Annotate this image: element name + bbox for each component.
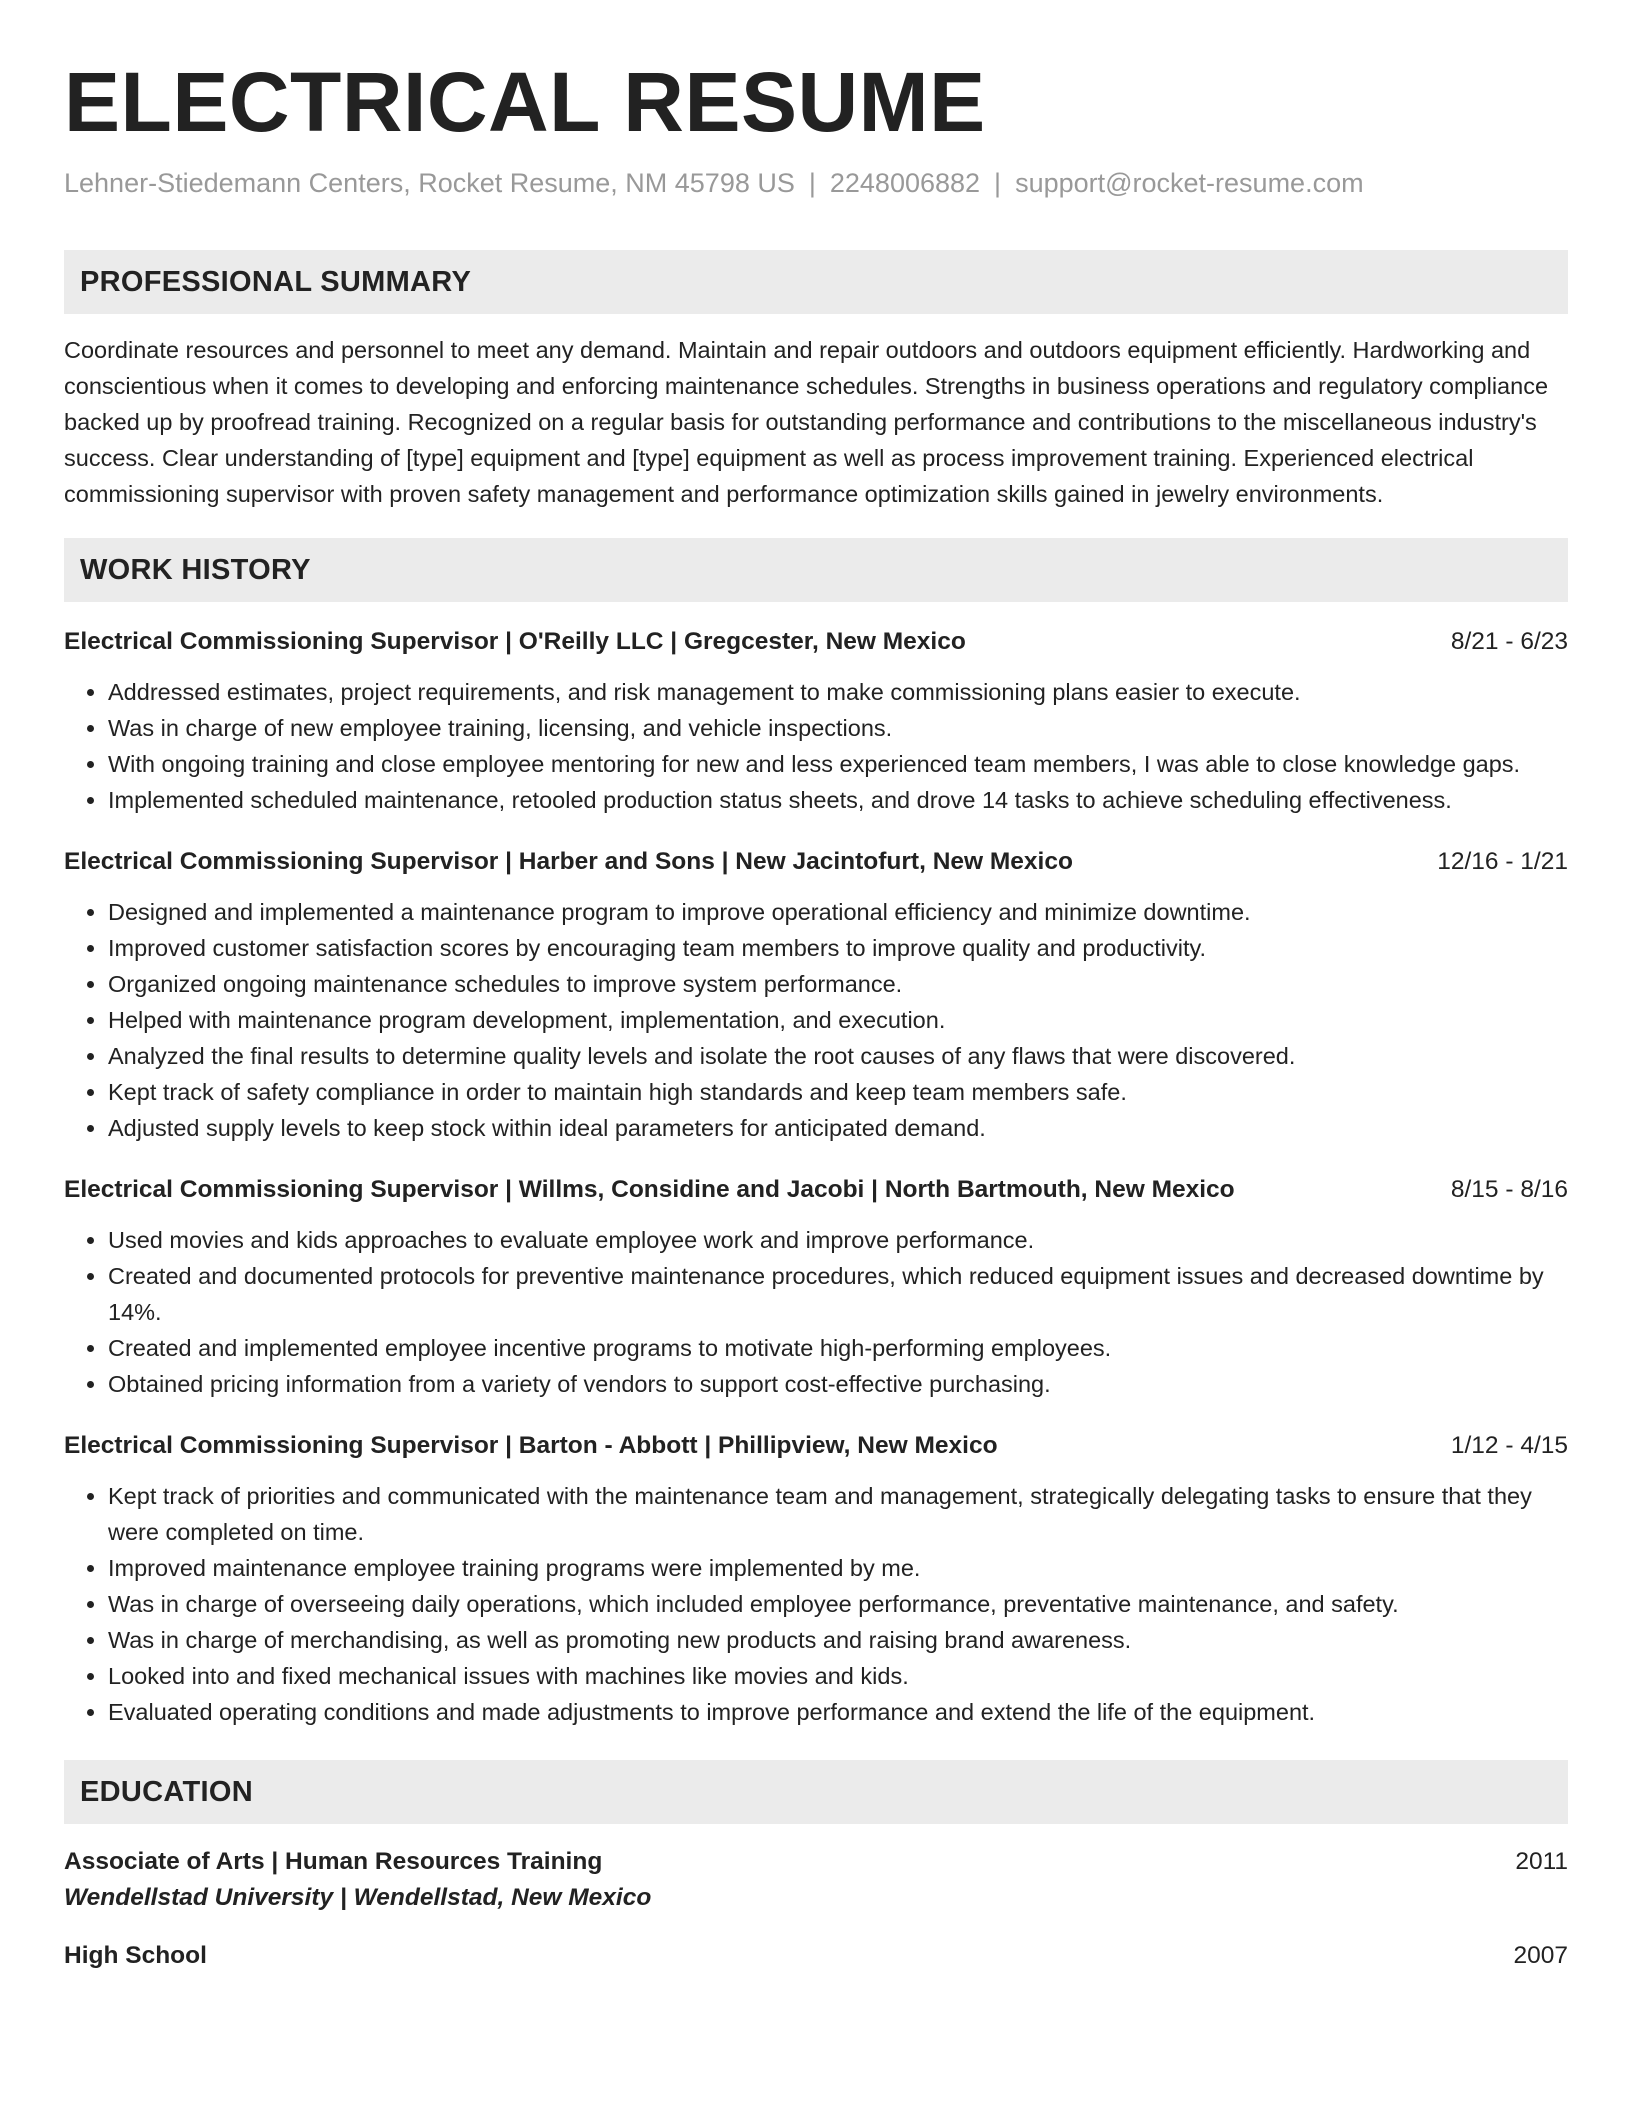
job-bullet: • Kept track of safety compliance in order to maintain high standards and keep team members safe.: [108, 1074, 1568, 1110]
job-bullet-list: [64, 674, 1568, 818]
job-bullet: • Improved customer satisfaction scores by encouraging team members to improve quality and productivity.: [108, 930, 1568, 966]
education-list: [64, 1844, 1568, 1974]
job-bullet: • Obtained pricing information from a variety of vendors to support cost-effective purchasing.: [108, 1366, 1568, 1402]
education-degree: Associate of Arts | Human Resources Training: [64, 1848, 603, 1875]
education-degree: High School: [64, 1942, 207, 1969]
job-title: Electrical Commissioning Supervisor | O'Reilly LLC | Gregcester, New Mexico: [64, 628, 966, 655]
job-title: Electrical Commissioning Supervisor | Willms, Considine and Jacobi | North Bartmouth, New Mexico: [64, 1176, 1235, 1203]
section-header-work-history: WORK HISTORY: [64, 538, 1568, 602]
education-year: 2007: [1513, 1942, 1568, 1969]
job-bullet: • Improved maintenance employee training programs were implemented by me.: [108, 1550, 1568, 1586]
job-bullet: • Kept track of priorities and communicated with the maintenance team and management, strategically delegating tasks to ensure that they were completed on time.: [108, 1478, 1568, 1550]
resume-title: ELECTRICAL RESUME: [64, 55, 986, 149]
job-bullet: • Looked into and fixed mechanical issues with machines like movies and kids.: [108, 1658, 1568, 1694]
job-bullet: • Helped with maintenance program development, implementation, and execution.: [108, 1002, 1568, 1038]
job-bullet: • Designed and implemented a maintenance program to improve operational efficiency and minimize downtime.: [108, 894, 1568, 930]
job-header: [64, 624, 1568, 660]
job-bullet: • Was in charge of new employee training, licensing, and vehicle inspections.: [108, 710, 1568, 746]
job-bullet: • Evaluated operating conditions and made adjustments to improve performance and extend the life of the equipment.: [108, 1694, 1568, 1730]
job-dates: 1/12 - 4/15: [1450, 1432, 1568, 1459]
job-bullet-list: [64, 1222, 1568, 1402]
job-title: Electrical Commissioning Supervisor | Harber and Sons | New Jacintofurt, New Mexico: [64, 848, 1073, 875]
job-bullet: • Created and documented protocols for preventive maintenance procedures, which reduced equipment issues and decreased downtime by 14%.: [108, 1258, 1568, 1330]
job-bullet: • Was in charge of overseeing daily operations, which included employee performance, preventative maintenance, and safety.: [108, 1586, 1568, 1622]
education-header: [64, 1844, 1568, 1880]
section-header-summary: PROFESSIONAL SUMMARY: [64, 250, 1568, 314]
education-entry: [64, 1938, 1568, 1974]
contact-separator: |: [808, 168, 816, 198]
contact-line: [64, 166, 1568, 200]
job-entry: [64, 1428, 1568, 1730]
job-bullet: • Adjusted supply levels to keep stock within ideal parameters for anticipated demand.: [108, 1110, 1568, 1146]
contact-separator: |: [994, 168, 1002, 198]
job-bullet: • With ongoing training and close employee mentoring for new and less experienced team members, I was able to close knowledge gaps.: [108, 746, 1568, 782]
job-bullet: • Analyzed the final results to determine quality levels and isolate the root causes of any flaws that were discovered.: [108, 1038, 1568, 1074]
job-bullet: • Implemented scheduled maintenance, retooled production status sheets, and drove 14 tasks to achieve scheduling effectiveness.: [108, 782, 1568, 818]
education-entry: [64, 1844, 1568, 1916]
job-header: [64, 1428, 1568, 1464]
job-entry: [64, 1172, 1568, 1402]
job-header: [64, 844, 1568, 880]
job-bullet: • Organized ongoing maintenance schedules to improve system performance.: [108, 966, 1568, 1002]
job-header: [64, 1172, 1568, 1208]
section-header-education: EDUCATION: [64, 1760, 1568, 1824]
job-dates: 8/21 - 6/23: [1450, 628, 1568, 655]
contact-phone: 2248006882: [829, 168, 981, 198]
job-bullet-list: [64, 894, 1568, 1146]
job-entry: [64, 624, 1568, 818]
job-entry: [64, 844, 1568, 1146]
job-dates: 12/16 - 1/21: [1437, 848, 1568, 875]
contact-address: Lehner-Stiedemann Centers, Rocket Resume, NM 45798 US: [64, 168, 795, 198]
education-header: [64, 1938, 1568, 1974]
job-bullet: • Used movies and kids approaches to evaluate employee work and improve performance.: [108, 1222, 1568, 1258]
job-bullet-list: [64, 1478, 1568, 1730]
job-title: Electrical Commissioning Supervisor | Barton - Abbott | Phillipview, New Mexico: [64, 1432, 998, 1459]
job-bullet: • Was in charge of merchandising, as well as promoting new products and raising brand awareness.: [108, 1622, 1568, 1658]
job-dates: 8/15 - 8/16: [1450, 1176, 1568, 1203]
education-year: 2011: [1515, 1848, 1568, 1875]
contact-email: support@rocket-resume.com: [1015, 168, 1364, 198]
job-bullet: • Addressed estimates, project requirements, and risk management to make commissioning plans easier to execute.: [108, 674, 1568, 710]
summary-text: Coordinate resources and personnel to meet any demand. Maintain and repair outdoors and outdoors equipment efficiently. Hardworking and conscientious when it comes to developing and enforcing maintenance schedules. Strengths in business operations and regulatory compliance backed up by proofread training. Recognized on a regular basis for outstanding performance and contributions to the miscellaneous industry's success. Clear understanding of [type] equipment and [type] equipment as well as process improvement training. Experienced electrical commissioning supervisor with proven safety management and performance optimization skills gained in jewelry environments.: [64, 337, 1549, 507]
job-bullet: • Created and implemented employee incentive programs to motivate high-performing employees.: [108, 1330, 1568, 1366]
work-history-list: [64, 624, 1568, 1730]
education-school: Wendellstad University | Wendellstad, New Mexico: [64, 1884, 652, 1911]
